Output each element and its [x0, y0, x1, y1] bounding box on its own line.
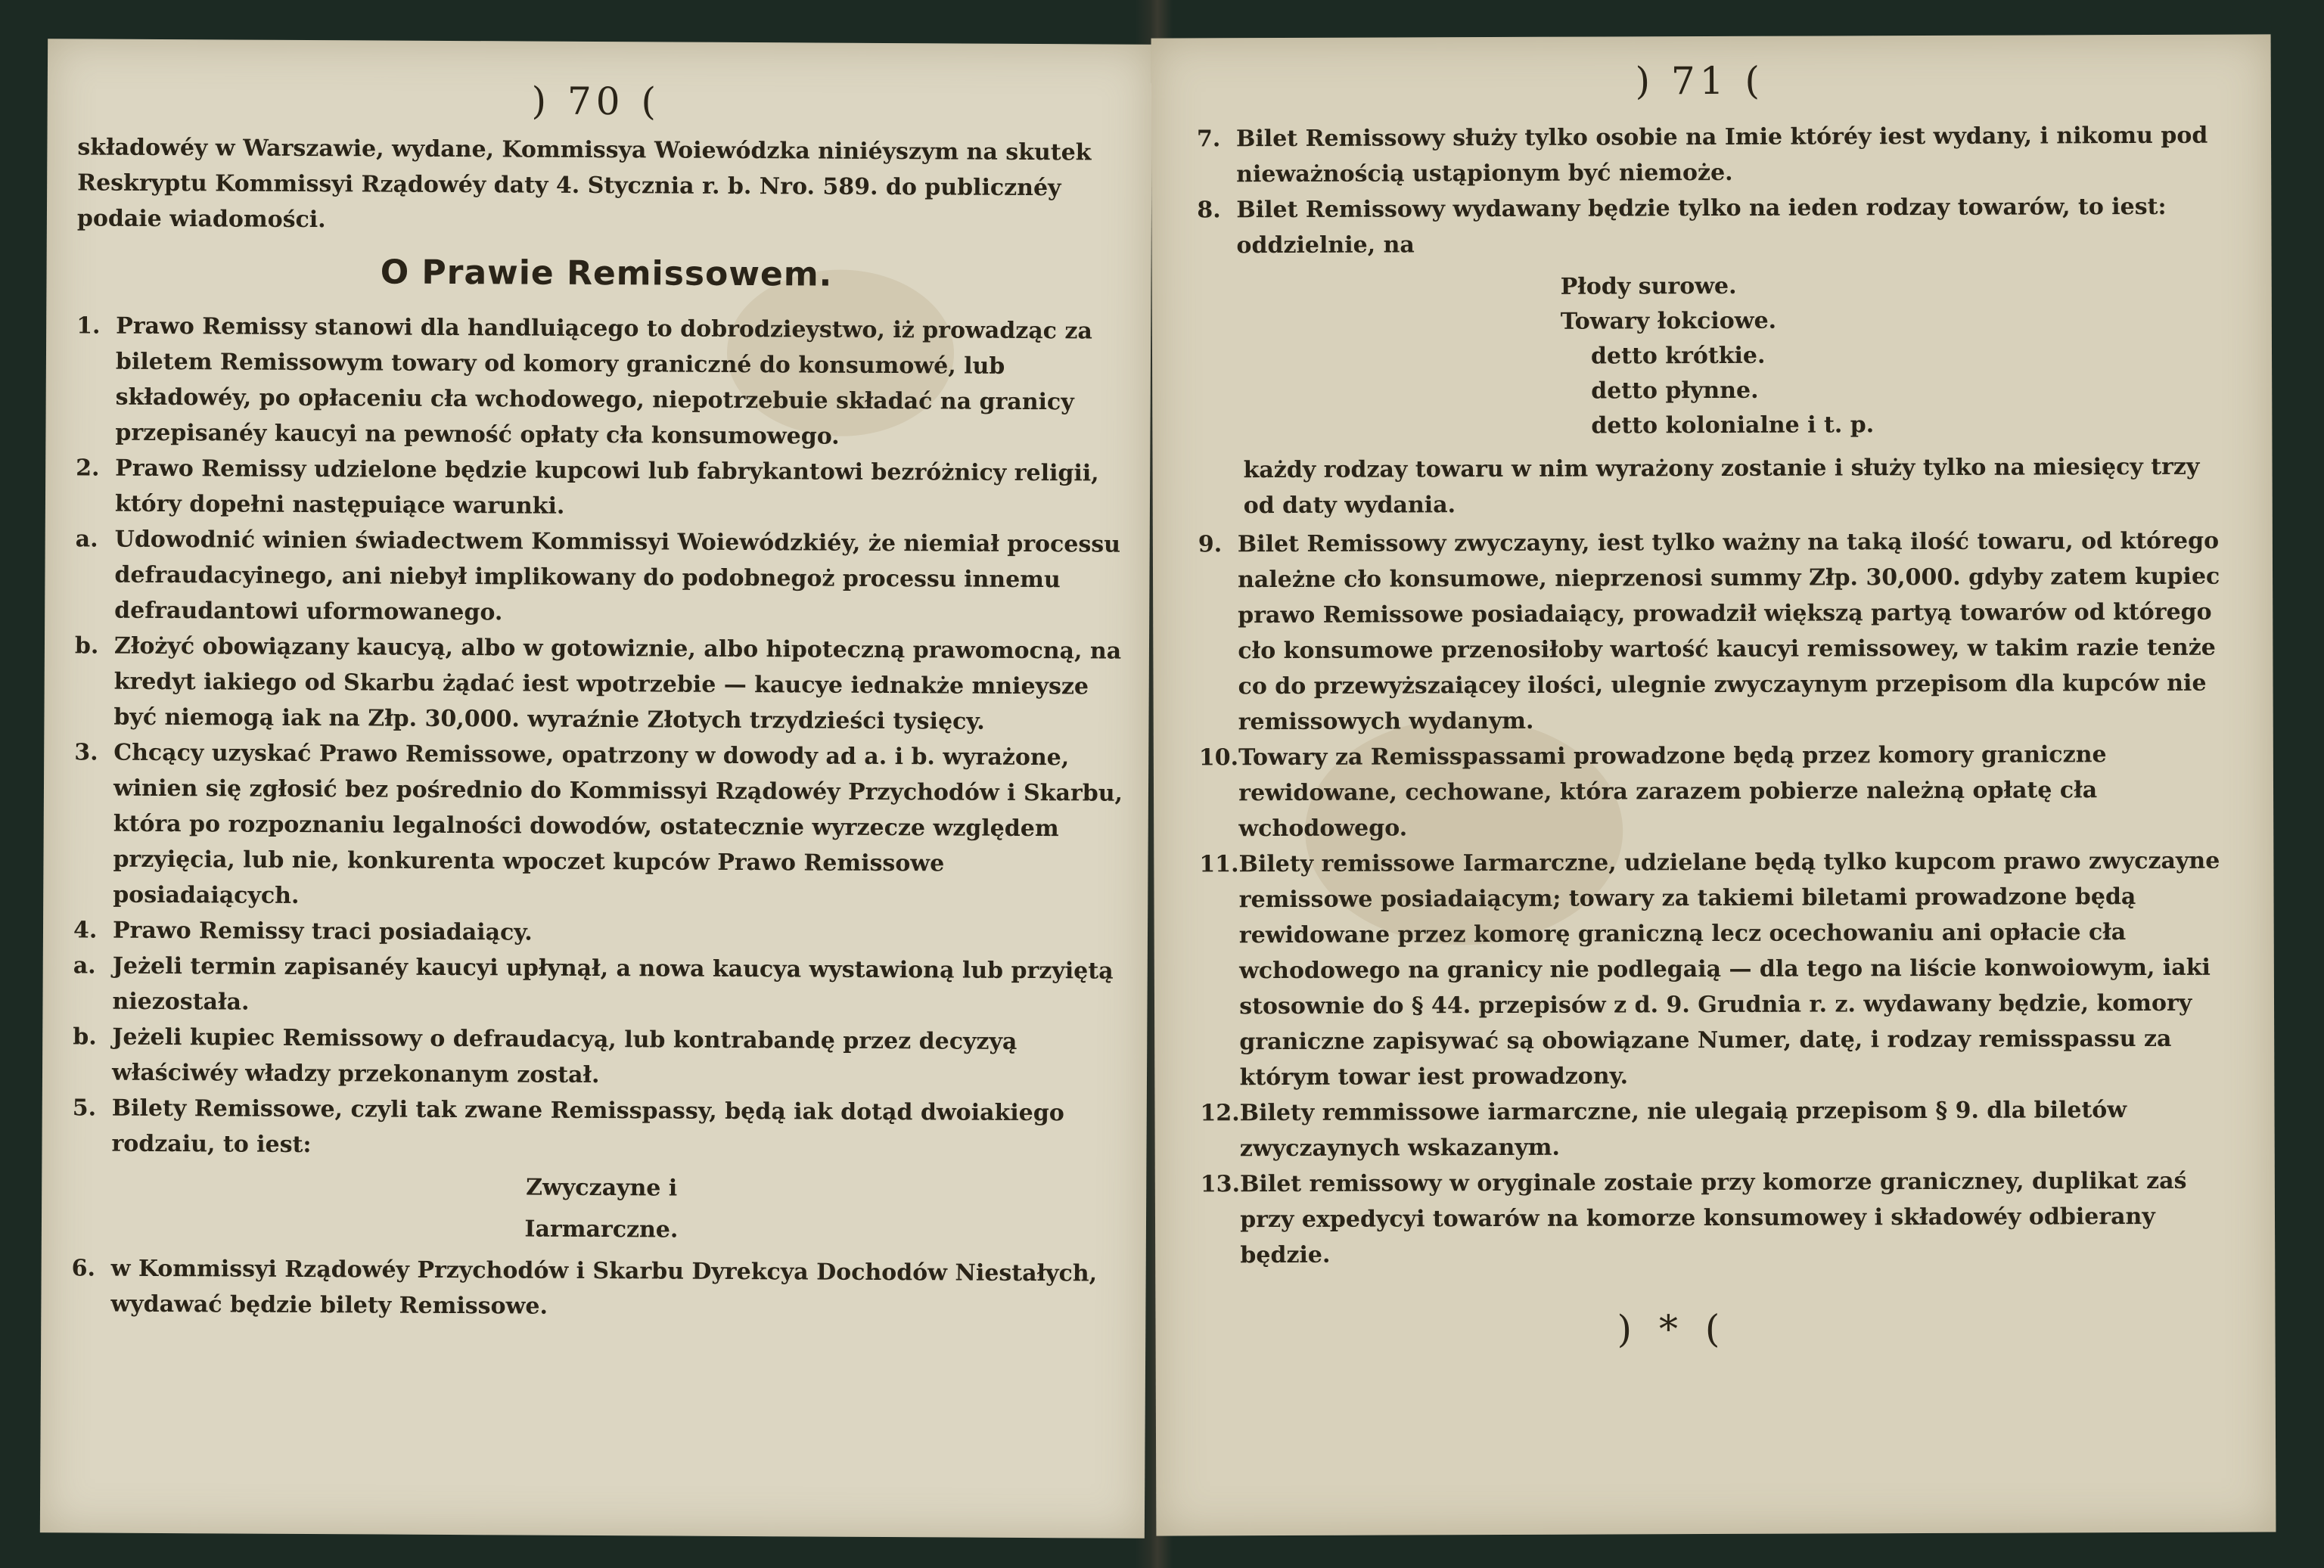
item-text: Chcący uzyskać Prawo Remissowe, opatrzony w dowody ad a. i b. wyrażone, winien się zgłosić bez pośrednio do Kommissyi Rządowéy Przychodów i Skarbu, która po rozpoznaniu legalności dowodów, ostatecznie wyrzecze względem przyięcia, lub nie, konkurenta wpoczet kupców Prawo Remissowe posiadaiących. [113, 739, 1123, 909]
item-text: Bilet Remissowy służy tylko osobie na Imie któréy iest wydany, i nikomu pod nieważnością ustąpionym być niemoże. [1235, 122, 2208, 188]
item-number: 12. [1200, 1100, 1240, 1127]
list-item [73, 948, 1132, 1024]
item-number: 10. [1198, 744, 1239, 772]
list-item [71, 1250, 1130, 1327]
item-text: w Kommissyi Rządowéy Przychodów i Skarbu Dyrekcya Dochodów Niestałych, wydawać będzie bilety Remissowe. [110, 1255, 1098, 1320]
list-item [72, 1090, 1131, 1166]
list-item [1197, 189, 2233, 264]
list-item [75, 521, 1135, 633]
item-number: b. [74, 632, 99, 660]
page-number-left: ) 70 ( [531, 79, 661, 124]
item-text: Bilety Remissowe, czyli tak zwane Remisspassy, będą iak dotąd dwoiakiego rodzaiu, to iest: [111, 1094, 1064, 1159]
goods-list [1198, 268, 2235, 446]
item-number: b. [73, 1023, 97, 1051]
item-number: 3. [74, 739, 98, 766]
item-text: Towary za Remisspassami prowadzone będą przez komory graniczne rewidowane, cechowane, która zarazem pobierze należną opłatę cła wchodowego. [1238, 741, 2107, 843]
item-number: 11. [1199, 851, 1239, 878]
goods-item: Towary łokciowe. [1560, 307, 1777, 335]
item-number: a. [75, 526, 98, 553]
item-number: 7. [1196, 126, 1221, 153]
item-text: Bilety remmissowe iarmarczne, nie ulegaią przepisom § 9. dla biletów zwyczaynych wskazanym. [1239, 1097, 2127, 1163]
item-text: Jeżeli kupiec Remissowy o defraudacyą, lub kontrabandę przez decyzyą właściwéy władzy przekonanym został. [111, 1023, 1018, 1089]
list-item [73, 912, 1132, 953]
list-item [1199, 843, 2236, 1096]
item-number: 6. [71, 1255, 96, 1282]
goods-note: każdy rodzay towaru w nim wyrażony zostanie i służy tylko na miesięcy trzy od daty wydania. [1243, 453, 2200, 520]
list-item [1201, 1163, 2237, 1274]
item-text: Bilet remissowy w oryginale zostaie przy komorze graniczney, duplikat zaś przy expedycyi towarów na komorze konsumowey i składowéy odbierany będzie. [1239, 1167, 2187, 1269]
ticket-kind: Zwyczayne i [526, 1174, 678, 1202]
left-text-block [71, 129, 1136, 1327]
footer-ornament: ) * ( [1617, 1306, 1728, 1352]
item-number: 4. [73, 917, 98, 944]
item-text: Bilet Remissowy wydawany będzie tylko na ieden rodzay towarów, to iest: oddzielnie, na [1236, 193, 2167, 259]
intro-paragraph: składowéy w Warszawie, wydane, Kommissya Woiewódzka niniéyszym na skutek Reskryptu Kommissyi Rządowéy daty 4. Stycznia r. b. Nro. 589. do publicznéy podaie wiadomości. [76, 134, 1092, 234]
list-item [76, 450, 1135, 526]
list-item [1200, 1092, 2236, 1167]
item-number: 8. [1197, 197, 1221, 224]
goods-item: Płody surowe. [1560, 272, 1737, 300]
item-text: Udowodnić winien świadectwem Kommissyi Woiewódzkiéy, że niemiał processu defraudacyinego, ani niebył implikowany do podobnegoż processu innemu defraudantowi uformowanego. [114, 526, 1121, 626]
right-text-block [1197, 118, 2237, 1274]
list-item [73, 1019, 1132, 1095]
item-text: Złożyć obowiązany kaucyą, albo w gotowiznie, albo hipoteczną prawomocną, na kredyt iakiego od Skarbu żądać iest wpotrzebie — kaucye iednakże mnieysze być niemogą iak na Złp. 30,000. wyraźnie Złotych trzydzieści tysięcy. [113, 632, 1122, 735]
page-number-right: ) 71 ( [1635, 58, 1765, 104]
left-page [40, 39, 1152, 1539]
item-number: 2. [76, 455, 100, 482]
item-text: Jeżeli termin zapisanéy kaucyi upłynął, a nowa kaucya wystawioną lub przyiętą niezostała. [112, 952, 1114, 1016]
list-item [73, 734, 1133, 918]
item-number: 5. [72, 1094, 97, 1122]
ticket-kind: Iarmarczne. [524, 1216, 679, 1244]
item-text: Prawo Remissy traci posiadaiący. [112, 917, 533, 946]
item-number: 1. [76, 312, 101, 340]
list-item [1198, 523, 2235, 741]
item-text: Bilety remissowe Iarmarczne, udzielane będą tylko kupcom prawo zwyczayne remissowe posiadaiącym; towary za takiemi biletami prowadzone będą rewidowane przez komorę graniczną lecz ocechowaniu ani opłacie cła wchodowego na granicy nie podlegaią — dla tego na liście konwoiowym, iaki stosownie do § 44. przepisów z d. 9. Grudnia r. z. wydawany będzie, komory graniczne zapisywać są obowiązane Numer, datę, i rodzay remisspassu za którym towar iest prowadzony. [1238, 847, 2220, 1091]
section-heading: O Prawie Remissowem. [380, 253, 833, 294]
goods-item: detto krótkie. [1590, 342, 1766, 370]
right-page [1151, 34, 2276, 1535]
list-item [76, 308, 1136, 455]
item-number: a. [73, 952, 96, 980]
list-item [1199, 737, 2235, 847]
goods-item: detto kolonialne i t. p. [1591, 411, 1875, 439]
list-item [1197, 118, 2233, 193]
item-text: Prawo Remissy udzielone będzie kupcowi lub fabrykantowi bezróżnicy religii, który dopełni następuiące warunki. [114, 455, 1099, 520]
item-text: Bilet Remissowy zwyczayny, iest tylko ważny na taką ilość towaru, od którego należne cło konsumowe, nieprzenosi summy Złp. 30,000. gdyby zatem kupiec prawo Remissowe posiadaiący, prowadził większą partyą towarów od którego cło konsumowe przenosiłoby wartość kaucyi remissowey, w takim razie tenże co do przewyższaiącey ilości, ulegnie zwyczaynym przepisom dla kupców nie remissowych wydanym. [1237, 527, 2220, 736]
item-number: 9. [1198, 531, 1223, 558]
list-item [74, 628, 1134, 740]
item-text: Prawo Remissy stanowi dla handluiącego to dobrodzieystwo, iż prowadząc za biletem Remissowym towary od komory graniczné do konsumowé, lub składowéy, po opłaceniu cła wchodowego, niepotrzebuie składać na granicy przepisanéy kaucyi na pewność opłaty cła konsumowego. [115, 312, 1093, 450]
goods-item: detto płynne. [1591, 377, 1759, 405]
item-number: 13. [1200, 1171, 1241, 1198]
